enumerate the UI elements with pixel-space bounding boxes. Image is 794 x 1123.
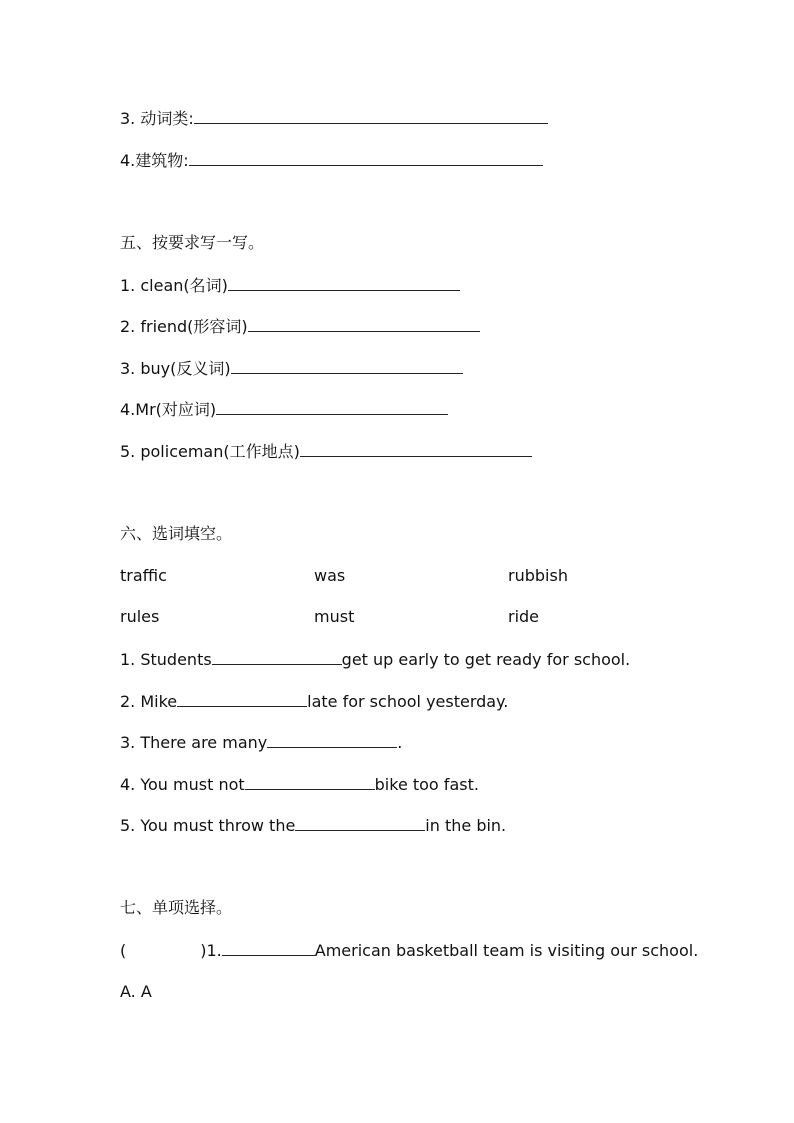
answer-blank[interactable]	[216, 399, 448, 415]
item-text-before: 1. Students	[120, 650, 212, 669]
section6-item-4	[120, 774, 479, 795]
section6-item-5	[120, 815, 506, 836]
section5-heading: 五、按要求写一写。	[120, 233, 265, 252]
answer-blank[interactable]	[222, 940, 315, 956]
category-verbs-label: 3. 动词类:	[120, 109, 194, 128]
word-bank-item: ride	[508, 607, 540, 626]
answer-blank[interactable]	[194, 108, 548, 124]
question-text: American basketball team is visiting our school.	[314, 941, 699, 960]
category-buildings-line	[120, 150, 543, 171]
answer-blank[interactable]	[177, 691, 307, 707]
section6-item-2	[120, 691, 508, 712]
answer-blank[interactable]	[245, 774, 375, 790]
section6-heading: 六、选词填空。	[120, 524, 233, 543]
word-bank-item: traffic	[120, 566, 167, 585]
item-text-after: bike too fast.	[374, 775, 479, 794]
item-text-after: late for school yesterday.	[307, 692, 509, 711]
item-label: 5. policeman(工作地点)	[120, 442, 300, 461]
answer-blank[interactable]	[295, 815, 425, 831]
word-bank-item: was	[314, 566, 346, 585]
word-bank-item: rubbish	[508, 566, 568, 585]
section5-item-3	[120, 358, 463, 379]
answer-blank[interactable]	[267, 732, 397, 748]
item-text-after: get up early to get ready for school.	[341, 650, 631, 669]
item-text-after: in the bin.	[425, 816, 507, 835]
category-verbs-line	[120, 108, 548, 129]
section5-item-1	[120, 275, 460, 296]
answer-blank[interactable]	[248, 316, 480, 332]
category-buildings-label: 4.建筑物:	[120, 151, 189, 170]
answer-paren-open: (	[120, 941, 127, 960]
item-text-before: 5. You must throw the	[120, 816, 296, 835]
section7-option-a: A. A	[120, 982, 152, 1001]
answer-blank[interactable]	[231, 358, 463, 374]
answer-blank[interactable]	[300, 441, 532, 457]
section5-item-5	[120, 441, 532, 462]
item-label: 2. friend(形容词)	[120, 317, 248, 336]
question-number: )1.	[200, 941, 222, 960]
answer-blank[interactable]	[228, 275, 460, 291]
item-label: 4.Mr(对应词)	[120, 400, 217, 419]
item-label: 3. buy(反义词)	[120, 359, 231, 378]
item-text-after: .	[397, 733, 403, 752]
section7-heading: 七、单项选择。	[120, 898, 233, 917]
item-label: 1. clean(名词)	[120, 276, 228, 295]
word-bank-item: rules	[120, 607, 160, 626]
section6-item-1	[120, 649, 630, 670]
answer-blank[interactable]	[189, 150, 543, 166]
answer-blank[interactable]	[212, 649, 342, 665]
word-bank-item: must	[314, 607, 355, 626]
section5-item-4	[120, 399, 448, 420]
section5-item-2	[120, 316, 480, 337]
item-text-before: 4. You must not	[120, 775, 245, 794]
section7-question-1	[120, 940, 698, 961]
item-text-before: 3. There are many	[120, 733, 268, 752]
item-text-before: 2. Mike	[120, 692, 178, 711]
section6-item-3	[120, 732, 402, 753]
